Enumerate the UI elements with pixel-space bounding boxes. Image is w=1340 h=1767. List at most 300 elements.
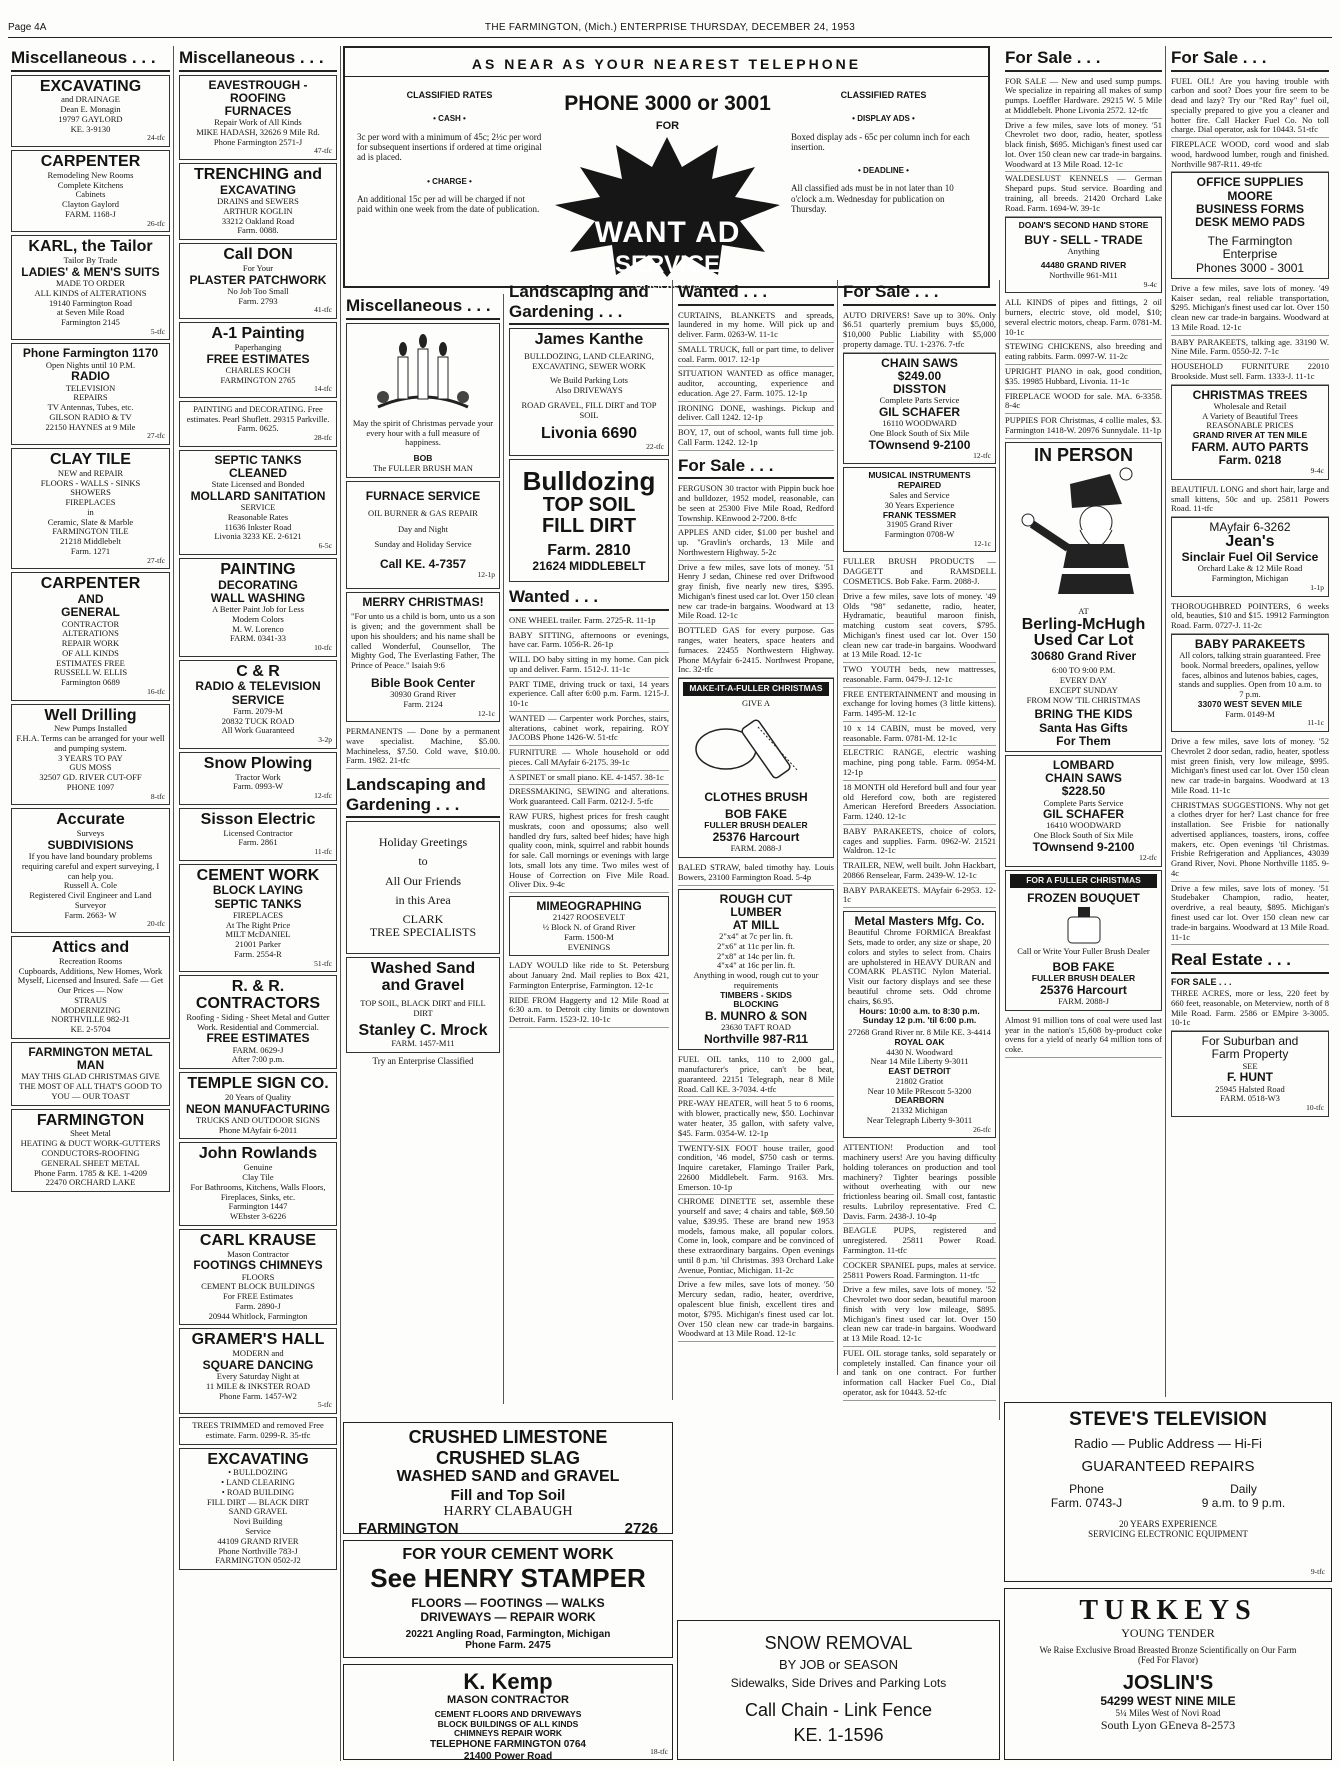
ad-phone: TOwnsend 9-2100 [1032,840,1135,855]
bible-book-center-ad [346,592,500,722]
ad-line: Cupboards, Additions, New Homes, Work Myself, Licensed and Insured. Safe — Get Our Prices — Now [17,965,164,996]
ad-line: 19140 Farmington Road [48,297,133,308]
ad-line: 2"x8" at 14c per lin. ft. [717,950,795,961]
coke-filler: Almost 91 million tons of coal were used last year in the nation's 15,608 by-product coke ovens for a yield of nearly 64 million tons of coke. [1005,1014,1162,1058]
ad-line: REPAIRS [73,392,108,403]
display-ad [179,864,337,973]
classified-item: Drive a few miles, save lots of money. '51 Chevrolet two door, radio, heater, spotless black finish, $695. Michigan's finest used car lot. Over 150 clean new car trade-in bargains. Woodward at 13 Mile Road. 12-1c [1005,119,1162,173]
ad-company: F. HUNT [1227,1070,1273,1085]
doans-store-ad [1005,217,1162,294]
cash-label: • CASH • [433,114,466,124]
display-ad [179,75,337,160]
ad-line: MAY THIS GLAD CHRISTMAS GIVE THE MOST OF ALL THAT'S GOOD TO YOU — OUR TOAST [19,1071,162,1101]
ad-line: Paperhanging [234,341,282,352]
ad-line: ROAD GRAVEL, FILL DIRT and TOP SOIL [521,399,657,420]
ad-headline: FILL DIRT [541,515,637,538]
musical-instruments-ad [843,467,996,552]
ad-company: Jean's [1225,533,1275,551]
ad-line: FLOORS — FOOTINGS — WALKS [411,1596,605,1611]
ad-line: FREE ESTIMATES [206,1031,310,1046]
section-header: For Sale . . . [1005,46,1162,72]
ad-line: SAND GRAVEL [228,1506,288,1517]
crushed-limestone-ad [343,1422,673,1534]
ad-line: Farm. 1271 [70,546,111,556]
ad-phone: Livonia 6690 [540,425,638,443]
ad-line: Holiday Greetings [378,835,468,850]
classified-item: PRE-WAY HEATER, will heat 5 to 6 rooms, with blower, practically new, $50. Lochinvar water heater, 35 gallon, with safety valve, $45. Farm. 0354-W. 12-1p [678,1097,834,1141]
ad-line: BLOCKING [733,999,779,1010]
classified-item: THREE ACRES, more or less, 220 feet by 660 feet, reasonable, on Meterview, north of 8 Mile Road. Farm. 2586 or EMpire 3-3005. 10-1c [1171,987,1329,1031]
ad-line: Cabinets [75,189,106,200]
office-supplies-ad [1171,172,1329,278]
ad-line: FLOORS - WALLS - SINKS [40,477,141,488]
ad-line: GUS MOSS [69,762,112,773]
ad-line: 21427 ROOSEVELT [552,912,626,923]
display-ad [179,401,337,447]
ad-line: Complete Parts Service [879,395,960,406]
ad-ref: 12-tfc [314,791,332,801]
display-ad [179,752,337,805]
ad-line: Farm. 0088. [237,225,279,236]
ad-line: 22470 ORCHARD LAKE [45,1177,136,1188]
ad-line: NEW and REPAIR [57,467,124,478]
snow-removal-ad [677,1620,1000,1760]
ad-line: 3 YEARS TO PAY [58,752,123,763]
ad-product: CLOTHES BRUSH [704,789,808,804]
ad-address: 27268 Grand River nr. 8 Mile KE. 3-4414 [848,1027,991,1038]
ad-line: CONTRACTOR [61,618,120,629]
display-ad [11,448,170,569]
classified-item: PUPPIES FOR Christmas, 4 collie males, $3. Farmington 1418-W. 20976 Sunnydale. 11-1p [1005,414,1162,439]
ad-line: FURNACES [224,103,292,118]
ad-line: DRAINS and SEWERS [217,196,299,207]
fuller-frozen-bouquet-ad [1005,870,1162,1011]
ad-line: Farm. 0993-W [232,781,284,792]
bulldozing-ad [509,459,669,582]
ad-line: Reasonable Rates [227,511,289,522]
ad-line: 20 YEARS EXPERIENCE [1119,1518,1217,1529]
rough-cut-lumber-ad [678,889,834,1051]
ad-line: 20 Years of Quality [224,1091,292,1102]
try-classified-text: Try an Enterprise Classified [372,1056,474,1067]
ad-headline: and Gravel [381,977,465,995]
section-header: Landscaping and Gardening . . . [509,280,669,325]
ad-phone: South Lyon GEneva 8-2573 [1100,1717,1236,1732]
ad-line: FROM NOW 'TIL CHRISTMAS [1026,694,1141,705]
ad-line: A Better Paint Job for Less [212,604,304,614]
classified-item: PART TIME, driving truck or taxi, 14 years experience. Call after 6:00 p.m. Farm. 1215-J. 10-1c [509,678,669,712]
greeting-company: The FULLER BRUSH MAN [373,462,473,473]
display-ad [11,572,170,700]
display-text: Boxed display ads - 65c per column inch for each insertion. [791,131,970,152]
ad-headline: Metal Masters Mfg. Co. [854,914,985,929]
ad-line: EVERY DAY [1059,675,1108,686]
classified-item: ATTENTION! Production and tool machinery users! Are you having difficulty holding tolerances on production and tool machinery? Tighter bearings possible without overheating with our new frictionless bearing oil. Small cost, fantastic results. Lubriloy representative. Fred C. Davis. Farm. 2438-J. 10-4p [843,1141,996,1224]
ad-ref: 5-tfc [317,1400,332,1410]
ad-line: Genuine [243,1162,273,1173]
column-1 [8,46,174,1761]
ad-line: 6:00 TO 9:00 P.M. [1051,665,1116,676]
ad-ref: 11-tfc [314,847,332,857]
column-3 [343,294,504,1404]
ad-line: State Licensed and Bonded [211,479,305,490]
ad-line: BLOCK BUILDINGS OF ALL KINDS [437,1718,579,1729]
ad-headline: EAVESTROUGH - ROOFING [208,77,308,105]
classified-item: ELECTRIC RANGE, electric washing machine, ping pong table. Farm. 0954-M. 12-1p [843,746,996,780]
ad-headline: FARMINGTON [36,1111,145,1129]
classified-item: CHRISTMAS SUGGESTIONS. Why not get a clothes dryer for her? Last chance for free installation. See Frisbie for nationally advertised appliances, toasters, irons, coffee makers, etc. Open evenings 'til Christmas. Frisbie Refrigeration and Appliances, 43039 Grand River, Novi. Phone Northville 1185. 9-4c [1171,799,1329,882]
ad-headline: FOR YOUR CEMENT WORK [402,1546,614,1563]
ad-line: 32507 GD. RIVER CUT-OFF [39,772,142,783]
ad-headline: Washed Sand [370,960,476,978]
ad-line: Sheet Metal [70,1128,111,1139]
ad-headline: TEMPLE SIGN CO. [187,1075,329,1093]
ad-line: MOORE [1227,188,1273,203]
ad-line: Phone Farm. 1457-W2 [219,1390,297,1401]
ad-line: FARMINGTON 0502-J2 [215,1555,301,1566]
ad-headline: OFFICE SUPPLIES [1196,175,1304,190]
ad-line: CEMENT BLOCK BUILDINGS [201,1281,315,1292]
ad-line: FARM. 0341-33 [229,633,287,644]
ad-line: TOP SOIL, BLACK DIRT and FILL DIRT [360,998,486,1018]
classified-item: BABY PARAKEETS, talking age. 33190 W. Nine Mile. Farm. 0550-J2. 7-1c [1171,336,1329,361]
ad-headline: PAINTING and DECORATING. Free estimates. Pearl Shuflett. 29315 Parkville. Farm. 0625. [186,403,330,434]
ad-body: Beautiful Chrome FORMICA Breakfast Sets, made to order, any size or shape, 20 colors and styles to select from. Chairs are upholstered in HEAVY DURAN and COMARK PLASTIC Nylon Material. Visit our factory displays and see these beautiful chrome sets. Odd chrome chairs, $6.95. [848,927,991,1006]
ad-line: FLOORS [241,1271,275,1282]
ad-headline: EXCAVATING [207,1450,309,1468]
ad-address: 16410 WOODWARD [1046,820,1121,831]
ad-headline: PAINTING [220,560,296,578]
baby-parakeets-ad [1171,634,1329,732]
ad-headline: CHAIN SAWS [881,355,958,370]
ad-ref: 26-tfc [973,1124,991,1134]
ad-ref: 27-tfc [147,555,165,565]
banner-left-rates [357,90,542,214]
classified-item: BOTTLED GAS for every purpose. Gas ranges, water heaters, space heaters and furnaces. 22455 Northwestern Highway. Phone MAyfair 6-2415. Northwest Propane, Inc. 32-tfc [678,624,834,678]
ad-company: STEVE'S TELEVISION [1069,1409,1267,1430]
ad-line: 20832 TUCK ROAD [221,715,295,726]
ad-ref: 12-1p [477,570,495,580]
ad-line: M. W. Lorenco [232,623,284,634]
ad-company: TREE SPECIALISTS [369,925,477,940]
ad-line: Novi Building [233,1516,283,1527]
display-ad [179,975,337,1069]
ad-line: Near Telegraph Liberty 9-3011 [866,1114,973,1125]
ad-headline: CARPENTER [40,575,141,593]
ad-label: Daily [1230,1482,1257,1497]
ad-address: GRAND RIVER AT TEN MILE [1192,430,1308,441]
ad-line: Sunday and Holiday Service [374,539,472,550]
classified-item: RIDE FROM Haggerty and 12 Mile Road at 6:30 a.m. to Detroit city limits or downtown Detroit. Farm. 1523-J2. 10-1c [509,994,669,1028]
ad-line: Day and Night [397,523,449,534]
ad-headline: Snow Plowing [203,754,313,772]
ad-headline: C & R [236,662,280,680]
ad-headline: Well Drilling [44,706,137,724]
ad-phone: TELEPHONE FARMINGTON 0764 [430,1739,586,1751]
ad-line: MADE TO ORDER [55,278,126,289]
ad-headline: MERRY CHRISTMAS! [362,595,484,610]
ad-company: K. Kemp [463,1669,553,1694]
ad-headline: CEMENT WORK [196,866,320,884]
ad-line: Farm. 2861 [238,837,278,848]
ad-line: Also DRIVEWAYS [555,385,623,396]
classified-item: BALED STRAW, baled timothy hay. Louis Bowers, 23100 Farmington Road. 5-4p [678,861,834,886]
ad-line: One Block South of Six Mile [869,427,970,438]
ad-ref: 8-tfc [150,791,165,801]
ad-line: A Variety of Beautiful Trees [1202,410,1298,421]
ad-line: Sinclair Fuel Oil Service [1181,550,1319,565]
ad-ref: 47-tfc [314,146,332,156]
ad-line: STRAUS [74,994,107,1005]
ad-line: After 7:00 p.m. [231,1054,285,1065]
classified-item: THOROUGHBRED POINTERS, 6 weeks old, beauties, $10 and $15. 19912 Farmington Road. Farm. 0727-J. 11-2c [1171,600,1329,634]
ad-line: Farm. 2890-J [235,1300,281,1311]
ad-line: FIREPLACES [65,497,116,508]
ad-ref: 12-1c [973,538,991,548]
ad-phone: Farm. 0218 [1218,453,1282,468]
ad-line: Complete Kitchens [57,179,124,190]
ad-company: BOB FAKE [724,807,787,822]
ad-ref: 12-1c [477,708,495,718]
ad-line: Wholesale and Retail [1213,400,1287,411]
display-ad [179,1142,337,1225]
classified-item: AUTO DRIVERS! Save up to 30%. Only $6.51 quarterly premium buys $5,000, $10,000 Public Liability with $5,000 property damage. TU. 1-2376. 7-tfc [843,309,996,353]
section-header: Landscaping and Gardening . . . [346,773,500,818]
ad-line: Sales and Service [889,490,950,500]
ad-line: in [87,506,94,517]
classified-item: CURTAINS, BLANKETS and spreads, laundered in my home. Will pick up and deliver. Farm. 0263-W. 11-1c [678,309,834,343]
ad-line: SERVICE [240,502,276,513]
masthead [8,6,1332,38]
ad-line: 21218 Middlebelt [60,536,121,547]
ad-line: BLOCK LAYING [212,883,304,898]
ad-headline: Sisson Electric [200,810,316,828]
ad-line: Farmington 2145 [61,317,120,328]
display-ad [179,808,337,861]
ad-line: At The Right Price [225,919,291,930]
ad-line: RUSSELL W. ELLIS [53,667,128,678]
classified-item: RAW FURS, highest prices for fresh caught muskrats, coon and opossums; also well handled dry furs, salted beef hides; have high quality coon, mink, squirrel and rabbit hounds for sale. Call mornings or evenings with large lots, small lots any time. Two miles west of House of Correction on Five Mile Road. Oliver Dix. 9-4c [509,810,669,893]
ad-line: REPAIR WORK [61,638,120,649]
rates-title: CLASSIFIED RATES [406,90,493,100]
ad-hours: 9 a.m. to 9 p.m. [1201,1495,1286,1510]
ad-phone: Northville 987-R11 [703,1032,809,1047]
ad-ref: 22-tfc [646,442,664,452]
banner-strip: AS NEAR AS YOUR NEAREST TELEPHONE [345,48,988,77]
ad-town: FARMINGTON [358,1520,459,1534]
ad-line: Tractor Work [235,771,281,782]
classified-item: WANTED — Carpenter work Porches, stairs, alterations, cabinet work, repairing. ROY JACOBS Phone 1426-W. 51-tfc [509,712,669,746]
ad-phone: TOwnsend 9-2100 [868,437,971,452]
ad-line: RADIO & TELEVISION [195,679,321,694]
ad-line: SUBDIVISIONS [47,837,134,852]
ad-line: KE. 3-9130 [70,123,111,134]
mimeographing-ad [509,896,669,956]
ad-ref: 9-4c [1310,466,1324,476]
ad-ref: 14-tfc [314,384,332,394]
disston-chain-saws-ad [843,353,996,465]
ad-line: CONDUCTORS-ROOFING [41,1147,140,1158]
classified-item: Drive a few miles, save lots of money. '50 Mercury sedan, radio, heater, overdrive, opalescent blue finish, excellent tires and motor, $795. Michigan's finest used car lot. Over 150 clean new car trade-in bargains. Woodward at 13 Mile Road. 12-1c [678,1278,834,1342]
ad-line: Anything in wood, rough cut to your requirements [693,970,819,990]
ad-headline: AT MILL [732,917,780,932]
classified-item: FUEL OIL storage tanks, sold separately or completely installed. Can finance your oil and tank on one contract. For further information call Hacker Fuel Co., Dial operator, ask for 10443. 52-tfc [843,1347,996,1401]
ad-line: Farm. 1500-M [564,931,614,942]
ad-line: AT [1078,605,1089,616]
henry-stamper-ad [343,1540,673,1658]
cash-text: 3c per word with a minimum of 45c; 2½c per word for subsequent insertions if ordered at time original ad is placed. [357,131,542,163]
classified-item: BABY PARAKEETS, choice of colors, cages and supplies. Farm. 0962-W. 21521 Waldron. 12-1c [843,825,996,859]
display-ad [179,1229,337,1326]
ad-line: SERVICING ELECTRONIC EQUIPMENT [1088,1528,1248,1539]
ad-line: FARMINGTON 2765 [220,374,296,385]
display-ad [179,322,337,398]
ad-ref: 3-2p [318,735,332,745]
classified-item: 10 x 14 CABIN, must be moved, very reasonable. Farm. 0781-M. 12-1c [843,722,996,747]
perfume-bottle-icon [1054,905,1114,945]
ad-line: ½ Block N. of Grand River [542,922,636,933]
ad-line: Farm. 2554-R [234,948,282,959]
ad-hours: Hours: 10:00 a.m. to 8:30 p.m. Sunday 12 p.m. 'til 6:00 p.m. [859,1005,980,1026]
classified-item: Drive a few miles, save lots of money. '51 Henry J sedan, Chinese red over Driftwood gray finish, five nearly new tires, $395. Michigan's finest used car lot. Over 150 clean new car trade-in bargains. Woodward at 13 Mile Road. 12-1c [678,561,834,625]
section-header: Miscellaneous . . . [11,46,170,72]
steves-television-ad [1004,1402,1332,1582]
ad-line: in this Area [395,892,451,907]
ad-company: See HENRY STAMPER [370,1563,646,1594]
furnace-service-ad [346,481,500,589]
ad-line: Recreation Rooms [58,955,123,966]
ad-line: Ceramic, Slate & Marble [47,516,134,527]
classified-item: SMALL TRUCK, full or part time, to deliver coal. Farm. 0017. 12-1p [678,343,834,368]
ad-phone: MAyfair 6-3262 [1209,520,1291,535]
ad-phone: Northville 961-M11 [1049,269,1118,280]
ad-line: 11636 Inkster Road [224,521,292,532]
ad-phone: Farm. 2124 [403,698,443,709]
ad-headline: LUMBER [730,904,782,919]
display-ad [11,235,170,340]
want-ad-text: WANT AD [594,216,741,249]
f-hunt-ad [1171,1031,1329,1116]
ad-line: Surveys [76,828,105,839]
classified-item: FUEL OIL! Are you having trouble with carbon and soot? Does your fire seem to be dead and lazy? Try our "Red Ray" fuel oil, specially prepared to give you a cleaner and hotter fire. Call Hacker Fuel Co. No toll charge. Dial operator, ask for 10443. 51-tfc [1171,75,1329,139]
ad-line: FARM. 1168-J [65,208,116,219]
ad-line: Farmington 0689 [61,677,120,688]
ad-headline: CLAY TILE [50,451,131,469]
classified-item: TRAILER, NEW, well built. John Hackbart, 20866 Renselear, Farm. 2439-W. 12-1c [843,859,996,884]
ad-headline: WASHED SAND and GRAVEL [396,1468,620,1486]
section-header: Wanted . . . [678,280,834,306]
ad-address: 30930 Grand River [390,688,456,699]
ad-ref: 5-tfc [150,326,165,336]
ad-address: 44480 GRAND RIVER [1040,260,1127,271]
ad-headline: TRENCHING and [194,166,322,184]
ad-line: For Your [242,262,274,273]
classified-item: COCKER SPANIEL pups, males at service. 25811 Powers Road. Farmington. 11-tfc [843,1259,996,1284]
ad-headline: TURKEYS [1079,1595,1257,1626]
ad-line: Farm Property [1211,1047,1289,1062]
ad-headline: TOP SOIL [542,494,636,517]
ad-line: If you have land boundary problems requiring careful and expert surveying, I can help you. [21,851,160,881]
charge-label: • CHARGE • [427,176,472,186]
ad-line: One Block South of Six Mile [1033,830,1134,841]
classified-item: TWO YOUTH beds, new mattresses, reasonable. Farm. 0479-J. 12-1c [843,663,996,688]
ad-line: MASON CONTRACTOR [446,1694,569,1707]
lombard-chain-saws-ad [1005,755,1162,867]
classified-item: Drive a few miles, save lots of money. '51 Studebaker Champion, radio, heater, overdrive, a real beauty, $895. Michigan's finest used car lot. Over 150 clean new car trade-in bargains. Woodward at 13 Mile Road. 11-1c [1171,882,1329,946]
ad-headline: CHAIN SAWS [1045,771,1122,786]
ad-line: 44109 GRAND RIVER [217,1535,299,1546]
ad-address: 21802 Gratiot [895,1075,944,1086]
ad-line: Phone Farm. 1785 & KE. 1-4209 [33,1167,148,1178]
ad-phone: Call KE. 4-7357 [379,557,467,572]
ad-phone: Farm. 2810 [547,542,631,560]
classified-item: STEWING CHICKENS, also breeding and eating rabbits. Farm. 0997-W. 11-2c [1005,340,1162,365]
ad-ref: 1-1p [1310,582,1324,592]
classified-item: APPLES AND cider, $1.00 per bushel and up. "Gravlin's orchards, 13 Mile and Northwestern Highway. 5-2c [678,526,834,560]
ad-line: Phone Northville 783-J [218,1545,298,1556]
ad-line: Fill and Top Soil [450,1486,566,1504]
classified-item: ALL KINDS of pipes and fittings, 2 oil burners, electric stove, old model, $10; several electric motors, cheap. Farm. 0781-M. 10-1c [1005,296,1162,340]
ad-line: AND [77,592,104,607]
classified-item: FIREPLACE WOOD, cord wood and slab wood, hardwood lumber, rough and finished. Northville 987-R11. 49-tfc [1171,138,1329,172]
ad-line: ALTERATIONS [62,628,119,639]
classified-item: Drive a few miles, save lots of money. '49 Olds "98" sedanette, radio, heater, Hydramatic, beautiful maroon finish, matching custom seat covers, $795. Michigan's finest used car lot. Over 150 clean new car trade-in bargains. Woodward at 13 Mile Road. 12-1c [843,590,996,663]
display-ad [11,1109,170,1192]
ad-headline: EXCAVATING [39,77,142,95]
ad-line: All Work Guaranteed [221,725,295,736]
ad-line: FULLER BRUSH DEALER [704,820,808,831]
ad-line: CHIMNEYS REPAIR WORK [454,1728,562,1739]
ad-line: MODERN and [232,1348,284,1359]
ad-line: 30 Years Experience [884,499,955,510]
ad-line: Service [245,1526,271,1536]
ad-company: Stanley C. Mrock [358,1021,488,1039]
display-ad [11,1042,170,1106]
ad-line: Farm. 2793 [238,295,278,306]
ad-headline: MIMEOGRAPHING [536,899,642,914]
ad-address: 30680 Grand River [1030,649,1137,664]
ad-headline: John Rowlands [198,1145,318,1163]
classified-item: UPRIGHT PIANO in oak, good condition, $35. 19985 Hubbard, Livonia. 11-1c [1005,365,1162,390]
phone-numbers: PHONE 3000 or 3001 [564,92,771,115]
ad-address: Orchard Lake & 12 Mile Road [1197,563,1303,574]
ad-line: NEON MANUFACTURING [186,1101,330,1116]
ad-ref: 10-tfc [314,643,332,653]
classified-item: HOUSEHOLD FURNITURE 22010 Brookside. Must sell. Farm. 1333-J. 11-1c [1171,360,1329,385]
ad-line: Mason Contractor [227,1248,289,1259]
ad-line: Roofing - Siding - Sheet Metal and Gutter Work. Residential and Commercial. [186,1011,330,1032]
clothes-brush-icon [686,709,826,789]
classified-item: BOY, 17, out of school, wants full time job. Call Farm. 1242. 12-1p [678,426,834,451]
ad-body: All colors, talking strain guaranteed. Free book. Normal breeders, opalines, yellow faces, albinos and lutenos babies, cages, stands and supplies. Open from 10 a.m. to 7 p.m. [1178,650,1322,700]
ad-ref: 18-tfc [650,1747,668,1757]
ad-line: ARTHUR KOGLIN [223,205,293,216]
ad-line: SEE [1242,1060,1258,1071]
ad-line: Complete Parts Service [1043,797,1124,808]
ad-line: GILSON RADIO & TV [49,411,132,422]
james-kanthe-ad [509,328,669,456]
ad-line: Licensed Contractor [223,827,293,838]
ad-address: Farmington, Michigan [1211,573,1289,584]
ad-ref: 20-tfc [147,919,165,929]
ad-address: 23630 TAFT ROAD [721,1022,791,1033]
ad-line: EXCAVATING [219,182,296,197]
ad-line: ALL KINDS of ALTERATIONS [34,287,147,298]
ad-headline: MUSICAL INSTRUMENTS [868,470,971,481]
ad-line: FOOTINGS CHIMNEYS [193,1258,323,1273]
classified-item: Drive a few miles, save lots of money. '52 Chevrolet 2 door sedan, radio, heater, spotless mist green finish, very low mileage, $995. Michigan's finest used car lot. Over 150 clean new car trade-in bargains. Woodward at 13 Mile Road. 11-1c [1171,735,1329,799]
ad-ref: 27-tfc [147,431,165,441]
